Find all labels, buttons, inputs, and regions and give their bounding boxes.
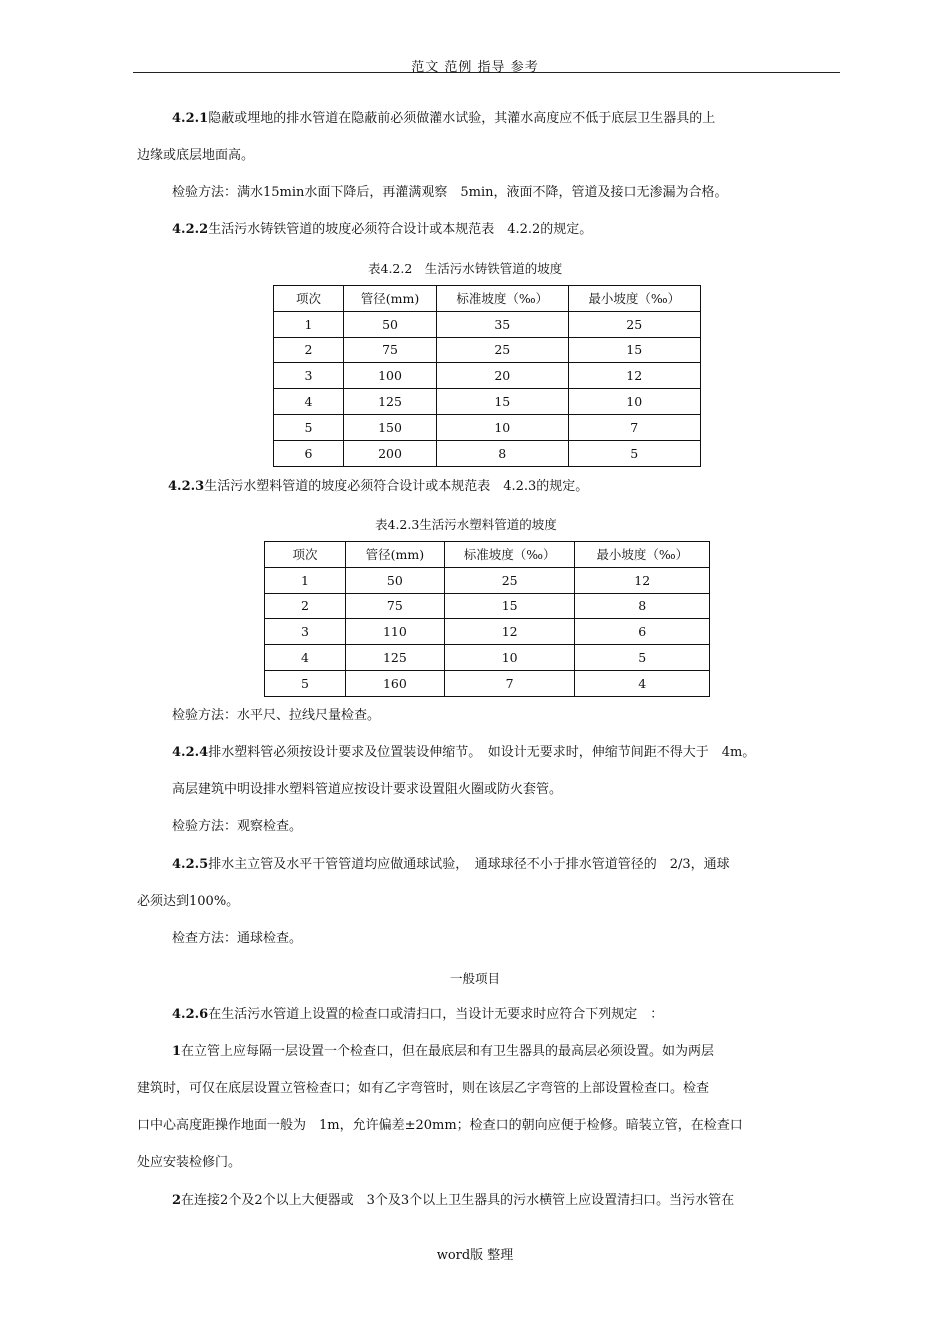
- table-cell: 5: [568, 440, 700, 466]
- table-cell: 12: [444, 619, 575, 645]
- table-cell: 6: [575, 619, 710, 645]
- clause-text: 生活污水塑料管道的坡度必须符合设计或本规范表 4.2.3的规定。: [204, 479, 589, 494]
- table-cell: 15: [444, 593, 575, 619]
- table-cell: 2: [274, 337, 344, 363]
- table-cell: 10: [444, 645, 575, 671]
- table-cell: 12: [575, 567, 710, 593]
- page-header: 范文 范例 指导 参考: [411, 60, 539, 75]
- table-cell: 7: [444, 670, 575, 696]
- table-header-cell: 最小坡度（‰）: [568, 286, 700, 312]
- table-cell: 4: [274, 389, 344, 415]
- table-header-row: [274, 286, 701, 312]
- table-row: [274, 311, 701, 337]
- clause-4-2-4-line1: [172, 744, 755, 762]
- table-cell: 15: [437, 389, 568, 415]
- clause-text: 排水塑料管必须按设计要求及位置装设伸缩节。 如设计无要求时，伸缩节间距不得大于 4m。: [208, 745, 756, 760]
- table-cell: 5: [265, 670, 346, 696]
- table-cell: 10: [568, 389, 700, 415]
- table-header-cell: 项次: [265, 542, 346, 568]
- item-1-line1: [172, 1043, 714, 1061]
- clause-4-2-6: [172, 1006, 663, 1024]
- table-header-cell: 管径(mm): [344, 286, 437, 312]
- table-cell: 35: [437, 311, 568, 337]
- inspection-method: 检验方法：满水15min水面下降后，再灌满观察 5min，液面不降，管道及接口无渗漏为合格。: [172, 185, 728, 200]
- item-2-line1: [172, 1192, 734, 1210]
- table-row: [274, 414, 701, 440]
- table-cell: 25: [444, 567, 575, 593]
- table-cell: 75: [344, 337, 437, 363]
- table-cell: 200: [344, 440, 437, 466]
- clause-text: 隐蔽或埋地的排水管道在隐蔽前必须做灌水试验，其灌水高度应不低于底层卫生器具的上: [208, 111, 716, 126]
- table-row: [265, 619, 710, 645]
- inspection-method: 检验方法：水平尺、拉线尺量检查。: [172, 708, 381, 723]
- table-cell: 8: [575, 593, 710, 619]
- clause-number: 4.2.6: [172, 1007, 209, 1022]
- clause-4-2-2: [172, 221, 592, 239]
- clause-text: 排水主立管及水平干管管道均应做通球试验， 通球球径不小于排水管道管径的 2/3，通球: [208, 857, 730, 872]
- table-row: [265, 645, 710, 671]
- table-cell: 20: [437, 363, 568, 389]
- table-row: [274, 440, 701, 466]
- clause-text: 在生活污水管道上设置的检查口或清扫口，当设计无要求时应符合下列规定 ：: [208, 1007, 664, 1022]
- pipe-slope-table-plastic: [264, 541, 710, 697]
- table-header-cell: 最小坡度（‰）: [575, 542, 710, 568]
- pipe-slope-table-cast-iron: [273, 285, 701, 467]
- table-cell: 25: [568, 311, 700, 337]
- table-header-cell: 标准坡度（‰）: [444, 542, 575, 568]
- clause-4-2-3: [168, 478, 588, 496]
- clause-number: 4.2.1: [172, 111, 209, 126]
- section-heading-general-items: 一般项目: [449, 971, 500, 986]
- item-1-line3: 口中心高度距操作地面一般为 1m，允许偏差±20mm；检查口的朝向应便于检修。暗装立管，在检查口: [137, 1118, 743, 1133]
- clause-4-2-4-line2: 高层建筑中明设排水塑料管道应按设计要求设置阻火圈或防火套管。: [172, 782, 563, 797]
- clause-number: 4.2.4: [172, 745, 209, 760]
- table-row: [265, 593, 710, 619]
- table-cell: 15: [568, 337, 700, 363]
- item-text: 在连接2个及2个以上大便器或 3个及3个以上卫生器具的污水横管上应设置清扫口。当污水管在: [181, 1193, 735, 1208]
- table-cell: 25: [437, 337, 568, 363]
- item-1-line2: 建筑时，可仅在底层设置立管检查口；如有乙字弯管时，则在该层乙字弯管的上部设置检查口。检查: [137, 1081, 710, 1096]
- table-cell: 100: [344, 363, 437, 389]
- table-cell: 8: [437, 440, 568, 466]
- header-divider: [133, 72, 840, 73]
- table-cell: 3: [265, 619, 346, 645]
- clause-number: 4.2.5: [172, 857, 209, 872]
- table-cell: 4: [265, 645, 346, 671]
- clause-4-2-5-line2: 必须达到100%。: [137, 894, 240, 909]
- table-cell: 50: [344, 311, 437, 337]
- inspection-method: 检验方法：观察检查。: [172, 819, 303, 834]
- table-header-cell: 管径(mm): [345, 542, 444, 568]
- table-cell: 125: [345, 645, 444, 671]
- table-cell: 7: [568, 414, 700, 440]
- table-cell: 10: [437, 414, 568, 440]
- inspection-method: 检查方法：通球检查。: [172, 931, 303, 946]
- table-cell: 12: [568, 363, 700, 389]
- table-cell: 125: [344, 389, 437, 415]
- table-cell: 1: [274, 311, 344, 337]
- table-cell: 2: [265, 593, 346, 619]
- table-row: [274, 363, 701, 389]
- table-cell: 150: [344, 414, 437, 440]
- table-cell: 110: [345, 619, 444, 645]
- clause-4-2-1-line1: [172, 110, 715, 128]
- table-header-cell: 项次: [274, 286, 344, 312]
- table-caption: 表4.2.2 生活污水铸铁管道的坡度: [368, 261, 563, 276]
- table-cell: 6: [274, 440, 344, 466]
- clause-number: 4.2.3: [168, 479, 205, 494]
- table-cell: 50: [345, 567, 444, 593]
- item-text: 在立管上应每隔一层设置一个检查口，但在最底层和有卫生器具的最高层必须设置。如为两层: [181, 1044, 715, 1059]
- table-row: [265, 670, 710, 696]
- item-number: 1: [172, 1044, 182, 1059]
- table-row: [265, 567, 710, 593]
- clause-text: 生活污水铸铁管道的坡度必须符合设计或本规范表 4.2.2的规定。: [208, 222, 593, 237]
- table-caption: 表4.2.3生活污水塑料管道的坡度: [375, 517, 557, 532]
- table-cell: 4: [575, 670, 710, 696]
- item-1-line4: 处应安装检修门。: [137, 1155, 242, 1170]
- table-cell: 5: [274, 414, 344, 440]
- table-row: [274, 389, 701, 415]
- table-cell: 75: [345, 593, 444, 619]
- table-header-row: [265, 542, 710, 568]
- page-footer: word版 整理: [436, 1248, 514, 1263]
- clause-4-2-5-line1: [172, 856, 730, 874]
- table-cell: 5: [575, 645, 710, 671]
- table-cell: 3: [274, 363, 344, 389]
- table-row: [274, 337, 701, 363]
- clause-4-2-1-line2: 边缘或底层地面高。: [137, 148, 255, 163]
- item-number: 2: [172, 1193, 182, 1208]
- table-cell: 160: [345, 670, 444, 696]
- table-header-cell: 标准坡度（‰）: [437, 286, 568, 312]
- table-cell: 1: [265, 567, 346, 593]
- clause-number: 4.2.2: [172, 222, 209, 237]
